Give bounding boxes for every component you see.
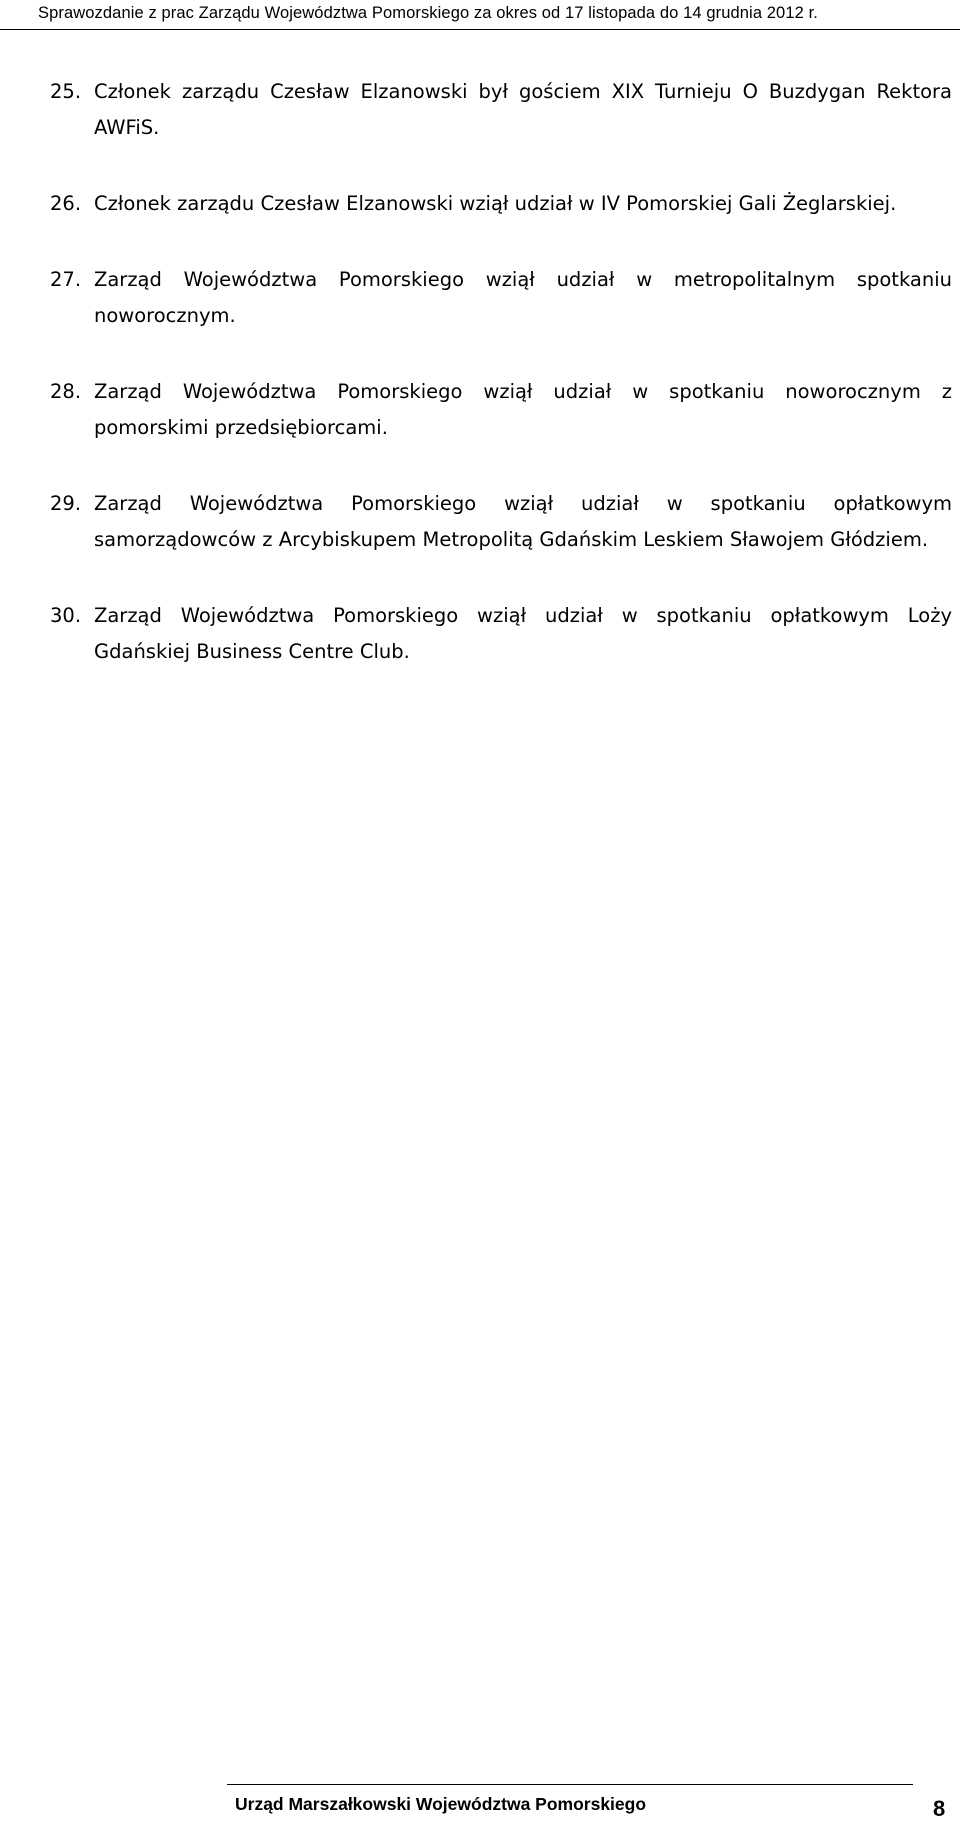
footer-organization: Urząd Marszałkowski Województwa Pomorskiego (235, 1794, 647, 1814)
item-text: Zarząd Województwa Pomorskiego wziął udział w metropolitalnym spotkaniu noworocznym. (94, 268, 952, 327)
item-number: 25. (50, 80, 82, 103)
item-text: Zarząd Województwa Pomorskiego wziął udział w spotkaniu opłatkowym Loży Gdańskiej Business Centre Club. (94, 604, 952, 663)
item-text: Zarząd Województwa Pomorskiego wziął udział w spotkaniu opłatkowym samorządowców z Arcybiskupem Metropolitą Gdańskim Leskiem Sławojem Głódziem. (94, 492, 952, 551)
list-item (50, 374, 952, 446)
item-number: 28. (50, 380, 82, 403)
header-title: Sprawozdanie z prac Zarządu Województwa Pomorskiego za okres od 17 listopada do 14 grudnia 2012 r. (38, 4, 818, 22)
item-text: Zarząd Województwa Pomorskiego wziął udział w spotkaniu noworocznym z pomorskimi przedsiębiorcami. (94, 380, 952, 439)
footer-divider (227, 1784, 913, 1785)
list-item (50, 74, 952, 146)
item-list (50, 74, 952, 710)
page-number: 8 (933, 1796, 946, 1821)
item-number: 26. (50, 192, 82, 215)
item-number: 27. (50, 268, 82, 291)
list-item (50, 262, 952, 334)
item-text: Członek zarządu Czesław Elzanowski był gościem XIX Turnieju O Buzdygan Rektora AWFiS. (94, 80, 952, 139)
list-item (50, 598, 952, 670)
item-number: 29. (50, 492, 82, 515)
list-item (50, 186, 952, 222)
item-number: 30. (50, 604, 82, 627)
item-text: Członek zarządu Czesław Elzanowski wziął udział w IV Pomorskiej Gali Żeglarskiej. (94, 192, 897, 215)
list-item (50, 486, 952, 558)
page-header (0, 0, 960, 30)
